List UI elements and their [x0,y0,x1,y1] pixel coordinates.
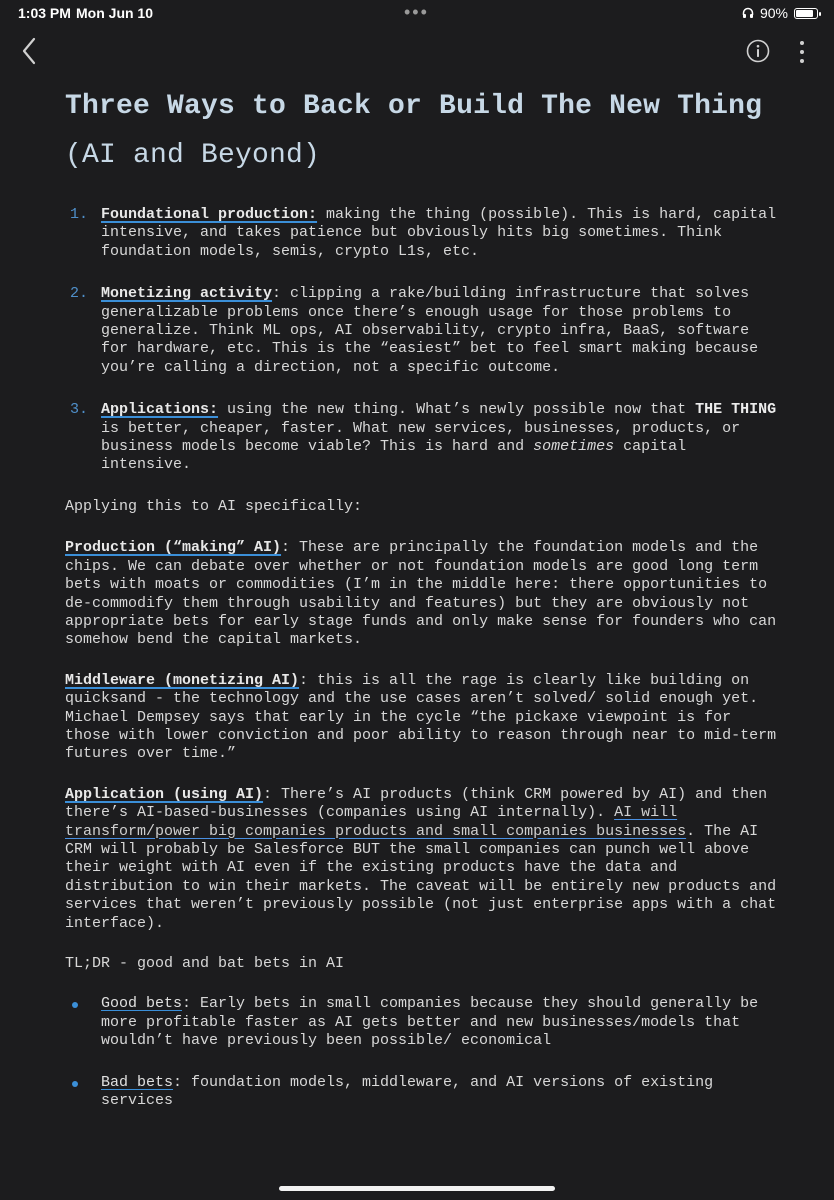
term-foundational-production: Foundational production: [101,206,318,223]
status-date: Mon Jun 10 [76,5,154,21]
nav-bar [0,34,834,70]
paragraph-application [65,786,785,933]
term-application: Application (using AI) [65,785,264,803]
bulleted-list [65,995,785,1110]
list-item-good-bets [65,995,785,1050]
item-text: : foundation models, middleware, and AI versions of existing services [101,1073,714,1110]
battery-percent: 90% [759,5,788,21]
term-bad-bets: Bad bets [101,1073,174,1091]
more-options-icon[interactable] [792,38,812,66]
paragraph-production [65,539,785,649]
term-monetizing-activity: Monetizing activity [101,285,273,303]
item-text: is better, cheaper, faster. What new services, businesses, products, or business models become viable? This is hard and [101,419,741,456]
document-body[interactable] [65,206,785,1110]
paragraph-applying: Applying this to AI specifically: [65,497,363,515]
paragraph-text: . The AI CRM will probably be Salesforce BUT the small companies can punch well above their weight with AI even if the existing products have the data and distribution to win their markets. The caveat will be entirely new products and services that weren’t previously possible (not just enterprise apps with a chat interface). [65,822,777,932]
item-text: : clipping a rake/building infrastructure that solves generalizable problems once there’s enough usage for those problems to generalize. Think ML ops, AI observability, crypto infra, BaaS, software for hardware, etc. This is the “easiest” bet to feel smart making because you’re calling a direction, not a specific outcome. [101,285,759,376]
paragraph-text: : These are principally the foundation models and the chips. We can debate over whether or not foundation models are good long term bets with moats or commodities (I’m in the middle here: there opportunities to de-commodify them through usability and features) but they are obviously not appropriate bets for early stage funds and only make sense for founders who can somehow bend the capital markets. [65,539,777,649]
list-number: 2. [70,285,89,303]
item-text: capital intensive. [101,438,687,474]
status-bar [0,0,834,26]
list-item-foundational [65,206,785,261]
list-number: 1. [70,206,89,223]
paragraph-text: : this is all the rage is clearly like building on quicksand - the technology and the use cases aren’t solved/ solid enough yet. Michael Dempsey says that early in the cycle “the pickaxe viewpoint is for those with lower conviction and poor ability to reason through near to mid-term futures over time.” [65,671,777,763]
status-time: 1:03 PM [18,5,71,21]
list-item-bad-bets [65,1074,785,1111]
document [65,82,785,1110]
item-text: making the thing (possible). This is hard, capital intensive, and takes patience but obviously hits big sometimes. Think foundation models, semis, crypto L1s, etc. [101,206,777,260]
term-production: Production (“making” AI) [65,539,282,557]
numbered-list [65,206,785,475]
title-bold: Three Ways to Back or Build The New Thing [65,91,763,122]
term-good-bets: Good bets [101,995,183,1013]
document-title [65,82,785,180]
battery-fill [796,10,813,17]
battery-icon [794,8,818,19]
multitasking-dots-icon[interactable]: ••• [404,2,429,22]
bullet-icon [72,1081,78,1087]
emphasis-the-thing: THE THING [695,401,777,419]
list-number: 3. [70,401,89,419]
paragraph-middleware [65,672,785,764]
term-applications: Applications: [101,401,219,419]
item-text: : Early bets in small companies because they should generally be more profitable faster as AI gets better and new businesses/models that wouldn’t have previously been possible/ economical [101,995,759,1050]
headphones-icon [742,7,754,19]
bullet-icon [72,1002,78,1008]
title-light: (AI and Beyond) [65,140,321,171]
italic-sometimes: sometimes [533,438,615,456]
home-indicator[interactable] [279,1186,555,1191]
status-right [742,5,818,21]
paragraph-tldr: TL;DR - good and bat bets in AI [65,955,345,972]
ai-transform-link[interactable]: AI will transform/power big companies products and small companies businesses [65,804,687,840]
info-icon[interactable] [745,38,771,64]
back-chevron-icon[interactable] [16,34,46,68]
list-item-monetizing [65,285,785,377]
item-text: using the new thing. What’s newly possible now that [218,401,696,419]
list-item-applications [65,401,785,475]
term-middleware: Middleware (monetizing AI) [65,671,300,689]
paragraph-text: : There’s AI products (think CRM powered by AI) and then there’s AI-based-businesses (companies using AI internally). [65,785,768,822]
